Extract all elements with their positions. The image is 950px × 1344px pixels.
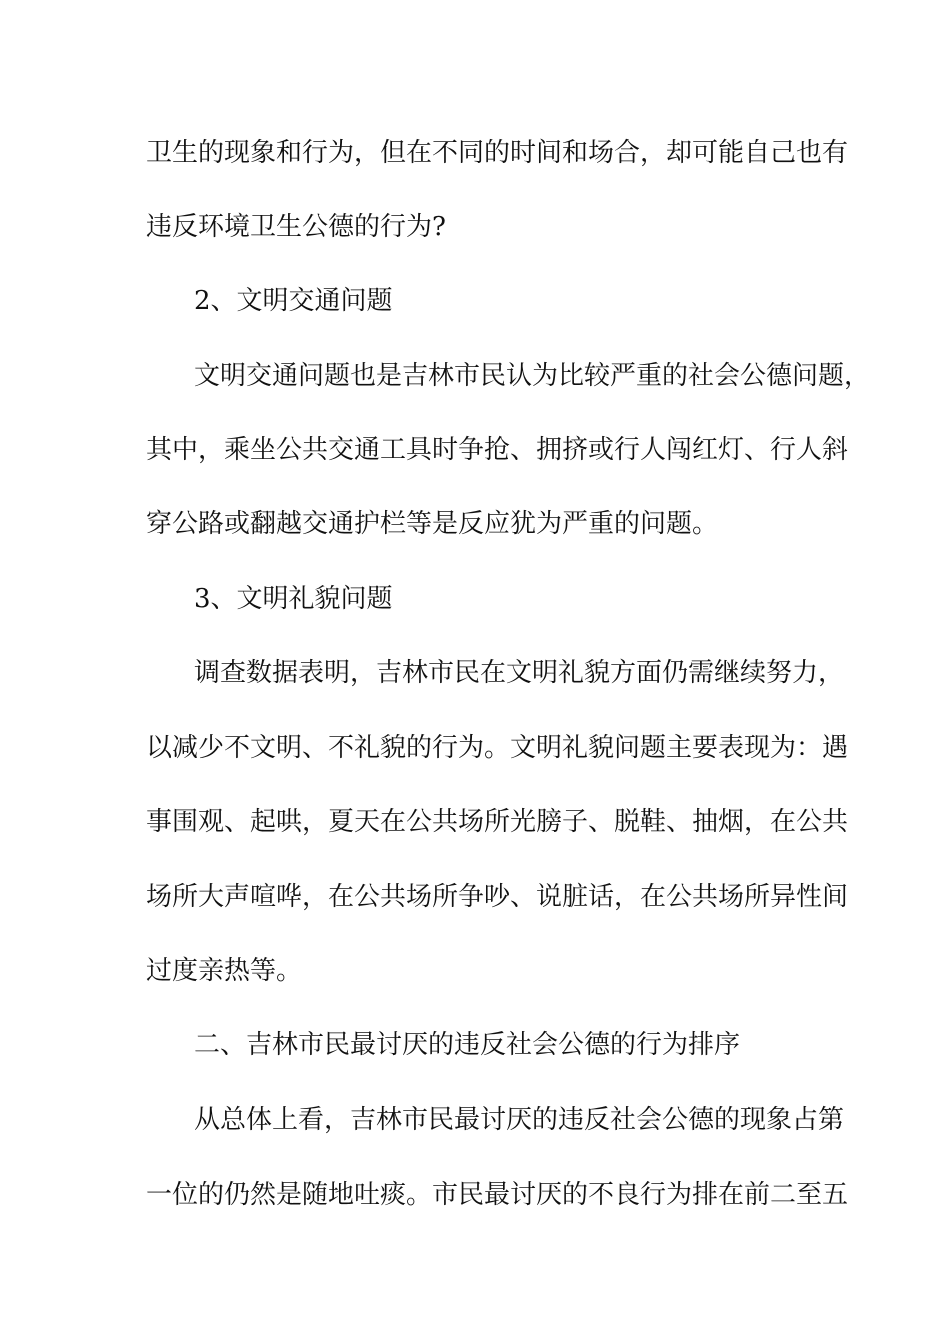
- paragraph-line: 场所大声喧哗，在公共场所争吵、说脏话，在公共场所异性间: [146, 882, 849, 912]
- paragraph-line: 违反环境卫生公德的行为?: [146, 212, 446, 242]
- paragraph-line: 一位的仍然是随地吐痰。市民最讨厌的不良行为排在前二至五: [146, 1180, 849, 1210]
- paragraph-line: 其中，乘坐公共交通工具时争抢、拥挤或行人闯红灯、行人斜: [146, 435, 849, 465]
- paragraph-line: 以减少不文明、不礼貌的行为。文明礼貌问题主要表现为：遇: [146, 733, 849, 763]
- paragraph-line: 事围观、起哄，夏天在公共场所光膀子、脱鞋、抽烟，在公共: [146, 807, 849, 837]
- paragraph-line: 卫生的现象和行为，但在不同的时间和场合，却可能自己也有: [146, 138, 849, 168]
- paragraph-line: 从总体上看，吉林市民最讨厌的违反社会公德的现象占第: [194, 1105, 845, 1135]
- section-heading: 3、文明礼貌问题: [194, 584, 393, 614]
- paragraph-line: 文明交通问题也是吉林市民认为比较严重的社会公德问题，: [194, 361, 871, 391]
- section-heading: 二、吉林市民最讨厌的违反社会公德的行为排序: [194, 1030, 741, 1060]
- section-heading: 2、文明交通问题: [194, 286, 393, 316]
- paragraph-line: 过度亲热等。: [146, 956, 303, 986]
- paragraph-line: 调查数据表明，吉林市民在文明礼貌方面仍需继续努力，: [194, 658, 845, 688]
- paragraph-line: 穿公路或翻越交通护栏等是反应犹为严重的问题。: [146, 509, 719, 539]
